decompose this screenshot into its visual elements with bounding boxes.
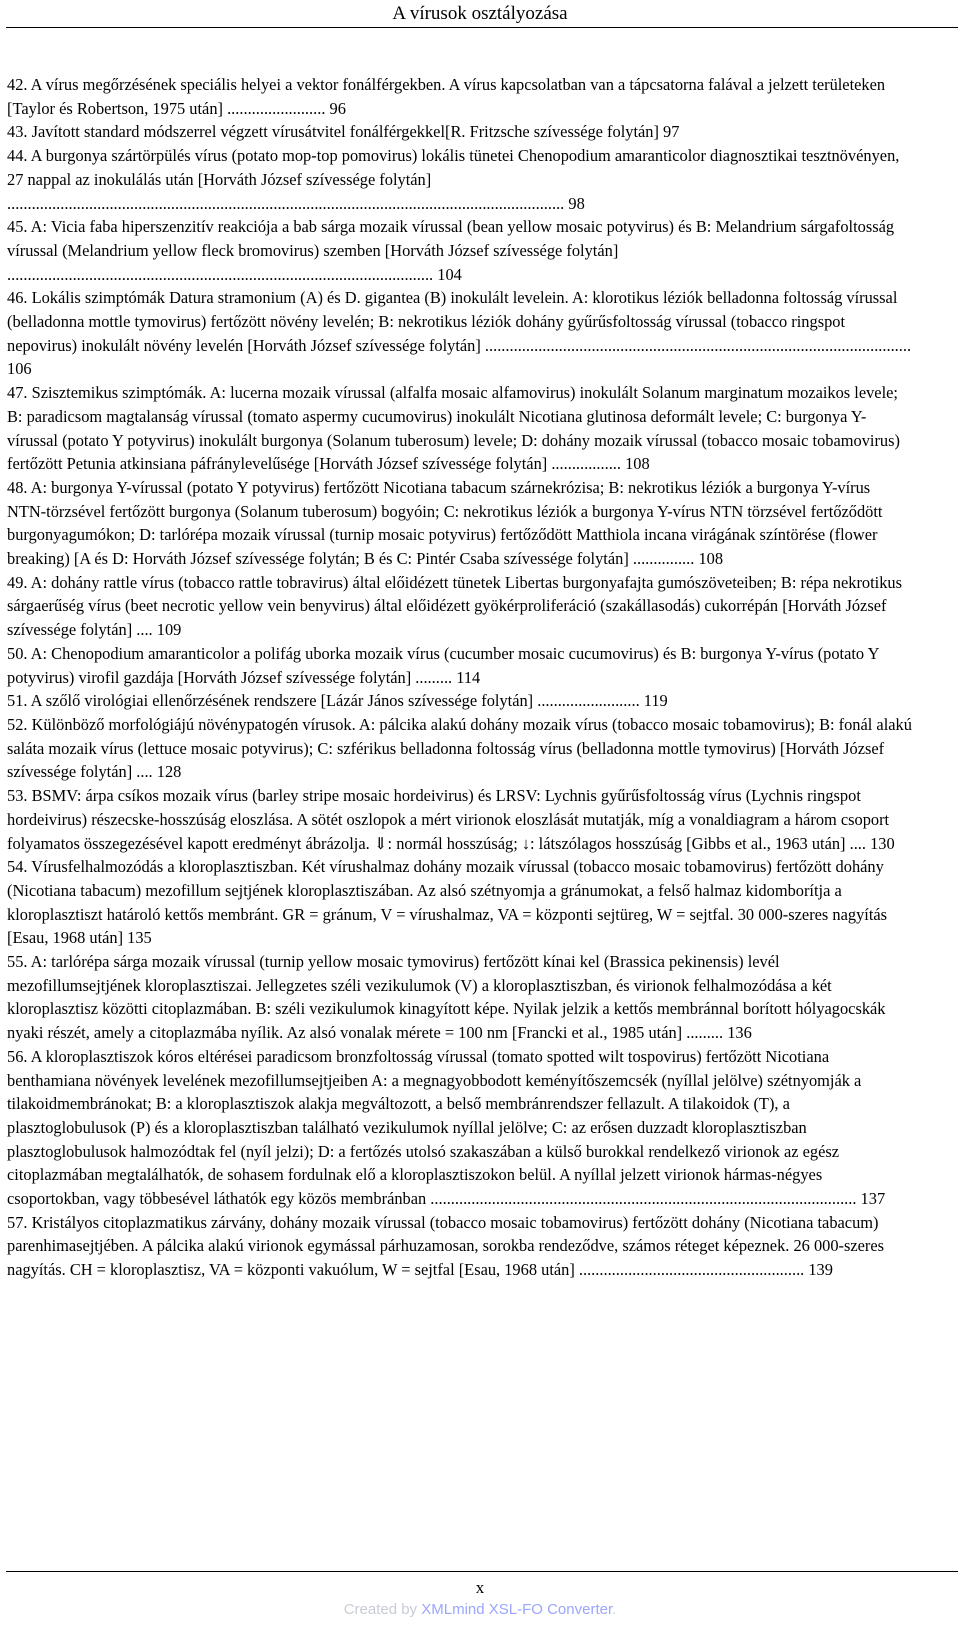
figure-entry-42: 42. A vírus megőrzésének speciális helyei a vektor fonálférgekben. A vírus kapcsolatban van a tápcsatorna falával a jelzett területeken [Taylor és Robertson, 1975 után] ........................ 96 (7, 75, 886, 118)
figure-entry-53: 53. BSMV: árpa csíkos mozaik vírus (barley stripe mosaic hordeivirus) és LRSV: Lychnis gyűrűsfoltosság vírus (Lychnis ringspot hordeivirus) részecske-hosszúság eloszlása. A sötét oszlopok a mért virionok eloszlását mutatják, míg a vonaldiagram a három csoport folyamatos összegezésével kapott eredményt ábrázolja. ⇓: normál hosszúság; ↓: látszólagos hosszúság [Gibbs et al., 1963 után] .... 130 (7, 786, 895, 853)
figure-entry-43: 43. Javított standard módszerrel végzett vírusátvitel fonálférgekkel[R. Fritzsche szívessége folytán] 97 (7, 122, 680, 142)
figure-entry-46: 46. Lokális szimptómák Datura stramonium (A) és D. gigantea (B) inokulált levelein. A: klorotikus léziók belladonna foltosság vírussal (belladonna mottle tymovirus) fertőzött növény levelén; B: nekrotikus léziók dohány gyűrűsfoltosság vírussal (tobacco ringspot nepovirus) inokulált növény levelén [Horváth József szívessége folytán] ........................................................................................................ 106 (7, 288, 912, 379)
converter-note (0, 1600, 960, 1620)
figure-entry-52: 52. Különböző morfológiájú növénypatogén vírusok. A: pálcika alakú dohány mozaik vírus (tobacco mosaic tobamovirus); B: fonál alakú saláta mozaik vírus (lettuce mosaic potyvirus); C: szférikus belladonna foltosság vírus (belladonna mottle tymovirus) [Horváth József szívessége folytán] .... 128 (7, 714, 912, 782)
converter-prefix: Created by (343, 1601, 422, 1618)
figure-entry-48: 48. A: burgonya Y-vírussal (potato Y potyvirus) fertőzött Nicotiana tabacum szárnekrózisa; B: nekrotikus léziók a burgonya Y-vírus NTN-törzsével fertőzött burgonya (Solanum tuberosum) bogyóin; C: nekrotikus léziók a burgonya Y-vírus NTN törzsével fertőződött burgonyagumókon; D: tarlórépa mozaik vírussal (turnip mosaic potyvirus) fertőződött Matthiola incana virágának színtörése (flower breaking) [A és D: Horváth József szívessége folytán; B és C: Pintér Csaba szívessége folytán] ............... 108 (7, 477, 883, 569)
converter-brand-link[interactable]: XMLmind XSL-FO Converter (421, 1601, 613, 1618)
figure-entry-44: 44. A burgonya szártörpülés vírus (potato mop-top pomovirus) lokális tünetei Chenopodium amaranticolor diagnosztikai tesztnövényen, 27 nappal az inokulálás után [Horváth József szívessége folytán] ........................................................................................................................................ 98 (7, 146, 900, 213)
figure-entry-55: 55. A: tarlórépa sárga mozaik vírussal (turnip yellow mosaic tymovirus) fertőzött kínai kel (Brassica pekinensis) levél mezofillumsejtjének kloroplasztiszai. Jellegzetes széli vezikulumok (V) a kloroplasztiszban, és virionok felhalmozódása a két kloroplasztisz közötti citoplazmában. B: széli vezikulumok kinagyított képe. Nyilak jelzik a kettős membránnal borított hólyagocskák nyaki részét, amely a citoplazmába nyílik. Az alsó vonalak mérete = 100 nm [Francki et al., 1985 után] ......... 136 (7, 952, 886, 1043)
figure-entry-49: 49. A: dohány rattle vírus (tobacco rattle tobravirus) által előidézett tünetek Libertas burgonyafajta gumószöveteiben; B: répa nekrotikus sárgaerűség vírus (beet necrotic yellow vein benyvirus) által előidézett gyökérproliferáció (szakállasodás) cukorrépán [Horváth József szívessége folytán] .... 109 (7, 572, 902, 640)
footer-divider (6, 1571, 958, 1572)
figure-entry-57: 57. Kristályos citoplazmatikus zárvány, dohány mozaik vírussal (tobacco mosaic tobamovirus) fertőzött dohány (Nicotiana tabacum) parenhimasejtjében. A pálcika alakú virionok egymással párhuzamosan, sorokba rendeződve, számos réteget képeznek. 26 000-szeres nagyítás. CH = kloroplasztisz, VA = központi vakuólum, W = sejtfal [Esau, 1968 után] ....................................................... 139 (7, 1212, 885, 1280)
figure-entry-50: 50. A: Chenopodium amaranticolor a polifág uborka mozaik vírus (cucumber mosaic cucumovirus) és B: burgonya Y-vírus (potato Y potyvirus) virofil gazdája [Horváth József szívessége folytán] ......... 114 (7, 643, 879, 687)
header-title: A vírusok osztályozása (392, 3, 568, 24)
header-divider (6, 27, 958, 28)
converter-suffix: . (612, 1601, 617, 1618)
figure-entry-54: 54. Vírusfelhalmozódás a kloroplasztiszban. Két vírushalmaz dohány mozaik vírussal (tobacco mosaic tobamovirus) fertőzött dohány (Nicotiana tabacum) mezofillum sejtjének kloroplasztiszában. Az alsó szétnyomja a gránumokat, a felső halmaz kidomborítja a kloroplasztiszt határoló kettős membránt. GR = gránum, V = vírushalmaz, VA = központi sejtüreg, W = sejtfal. 30 000-szeres nagyítás [Esau, 1968 után] 135 (7, 857, 888, 948)
running-header (0, 0, 960, 26)
figure-entry-45: 45. A: Vicia faba hiperszenzitív reakciója a bab sárga mozaik vírussal (bean yellow mosaic potyvirus) és B: Melandrium sárgafoltosság vírussal (Melandrium yellow fleck bromovirus) szemben [Horváth József szívessége folytán] ........................................................................................................ 104 (7, 217, 895, 284)
page-number: x (475, 1578, 485, 1597)
figure-list (7, 73, 912, 1282)
figure-entry-51: 51. A szőlő virológiai ellenőrzésének rendszere [Lázár János szívessége folytán] ......................... 119 (7, 691, 668, 711)
figure-entry-56: 56. A kloroplasztiszok kóros eltérései paradicsom bronzfoltosság vírussal (tomato spotted wilt tospovirus) fertőzött Nicotiana benthamiana növények levelének mezofillumsejtjeiben A: a megnagyobbodott keményítőszemcsék (nyíllal jelölve) szétnyomják a tilakoidmembránokat; B: a kloroplasztiszok alakja megváltozott, a belső membránrendszer fellazult. A tilakoidok (T), a plasztoglobulusok (P) és a kloroplasztiszban található vezikulumok nyíllal jelölve; C: az erősen duzzadt kloroplasztiszban plasztoglobulusok halmozódtak fel (nyíl jelzi); D: a fertőzés utolsó szakaszában a külső burokkal rendelkező virionok az egész citoplazmában megtalálhatók, de sohasem fordulnak elő a kloroplasztiszokon belül. A nyíllal jelzett virionok hármas-négyes csoportokban, vagy többesével láthatók egy közös membránban ........................................................................................................ 137 (7, 1046, 886, 1209)
figure-entry-47: 47. Szisztemikus szimptómák. A: lucerna mozaik vírussal (alfalfa mosaic alfamovirus) inokulált Solanum marginatum mozaikos levele; B: paradicsom magtalanság vírussal (tomato aspermy cucumovirus) inokulált Nicotiana glutinosa deformált levele; C: burgonya Y-vírussal (potato Y potyvirus) inokulált burgonya (Solanum tuberosum) levele; D: dohány mozaik vírussal (tobacco mosaic tobamovirus) fertőzött Petunia atkinsiana páfránylevelűsége [Horváth József szívessége folytán] ................. 108 (7, 383, 900, 474)
